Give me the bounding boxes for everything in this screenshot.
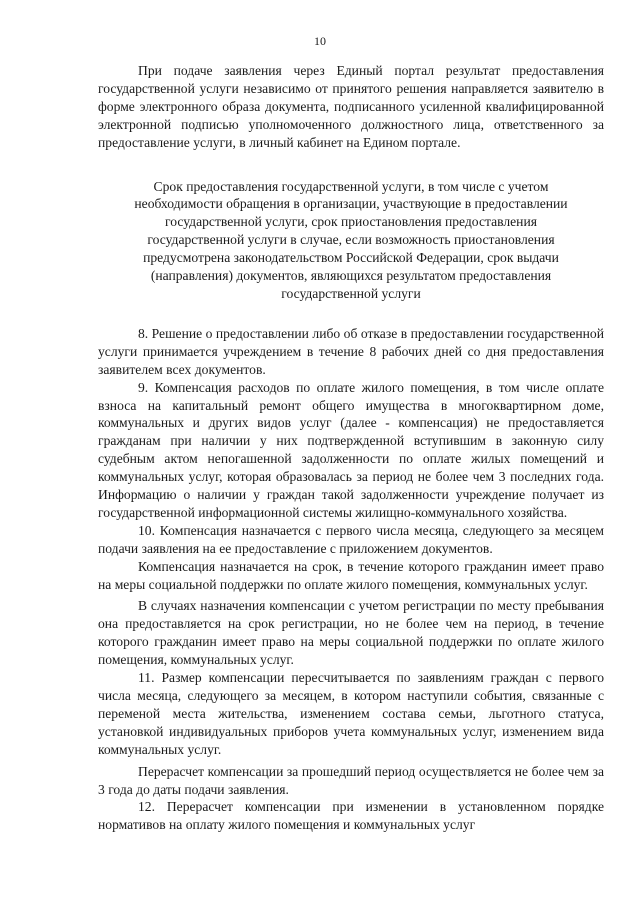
paragraph-8: 8. Решение о предоставлении либо об отказе в предоставлении государственной услуги принимается учреждением в течение 8 рабочих дней со дня предоставления заявителем всех документов. <box>98 325 604 377</box>
page-number: 10 <box>314 34 326 48</box>
paragraph-portal-result: При подаче заявления через Единый портал результат предоставления государственной услуги независимо от принятого решения направляется заявителю в форме электронного образа документа, подписанного усиленной квалифицированной электронной подписью уполномоченного должностного лица, ответственного за предоставление услуги, в личный кабинет на Едином портале. <box>98 63 604 150</box>
document-body <box>98 0 604 834</box>
paragraph-10-registration: В случаях назначения компенсации с учетом регистрации по месту пребывания она предоставляется на срок регистрации, но не более чем на период, в течение которого гражданин имеет право на меры социальной поддержки по оплате жилого помещения, коммунальных услуг. <box>98 598 604 668</box>
paragraph-9: 9. Компенсация расходов по оплате жилого помещения, в том числе оплате взноса на капитальный ремонт общего имущества в многоквартирном доме, коммунальных и других видов услуг (далее - компенсация) не предоставляется гражданам при наличии у них подтвержденной вступившим в законную силу судебным актом непогашенной задолженности по оплате жилых помещений и коммунальных услуг, которая образовалась за период не более чем 3 последних года. Информацию о наличии у граждан такой задолженности учреждение получает из государственной информационной системы жилищно-коммунального хозяйства. <box>98 379 604 520</box>
paragraph-12: 12. Перерасчет компенсации при изменении в установленном порядке нормативов на оплату жилого помещения и коммунальных услуг <box>98 799 604 833</box>
section-heading: Срок предоставления государственной услуги, в том числе с учетом необходимости обращения в организации, участвующие в предоставлении государственной услуги, срок приостановления предоставления государственной услуги в случае, если возможность приостановления предусмотрена законодательством Российской Федерации, срок выдачи (направления) документов, являющихся результатом предоставления государственной услуги <box>134 178 568 301</box>
paragraph-10-term: Компенсация назначается на срок, в течение которого гражданин имеет право на меры социальной поддержки по оплате жилого помещения, коммунальных услуг. <box>98 558 604 592</box>
paragraph-11: 11. Размер компенсации пересчитывается по заявлениям граждан с первого числа месяца, следующего за месяцем, в котором наступили события, связанные с переменой места жительства, изменением состава семьи, льготного статуса, установкой индивидуальных приборов учета коммунальных услуг, изменением вида коммунальных услуг. <box>98 670 604 757</box>
paragraph-11-recalculation: Перерасчет компенсации за прошедший период осуществляется не более чем за 3 года до даты подачи заявления. <box>98 763 604 797</box>
paragraph-10: 10. Компенсация назначается с первого числа месяца, следующего за месяцем подачи заявления на ее предоставление с приложением документов. <box>98 522 604 556</box>
